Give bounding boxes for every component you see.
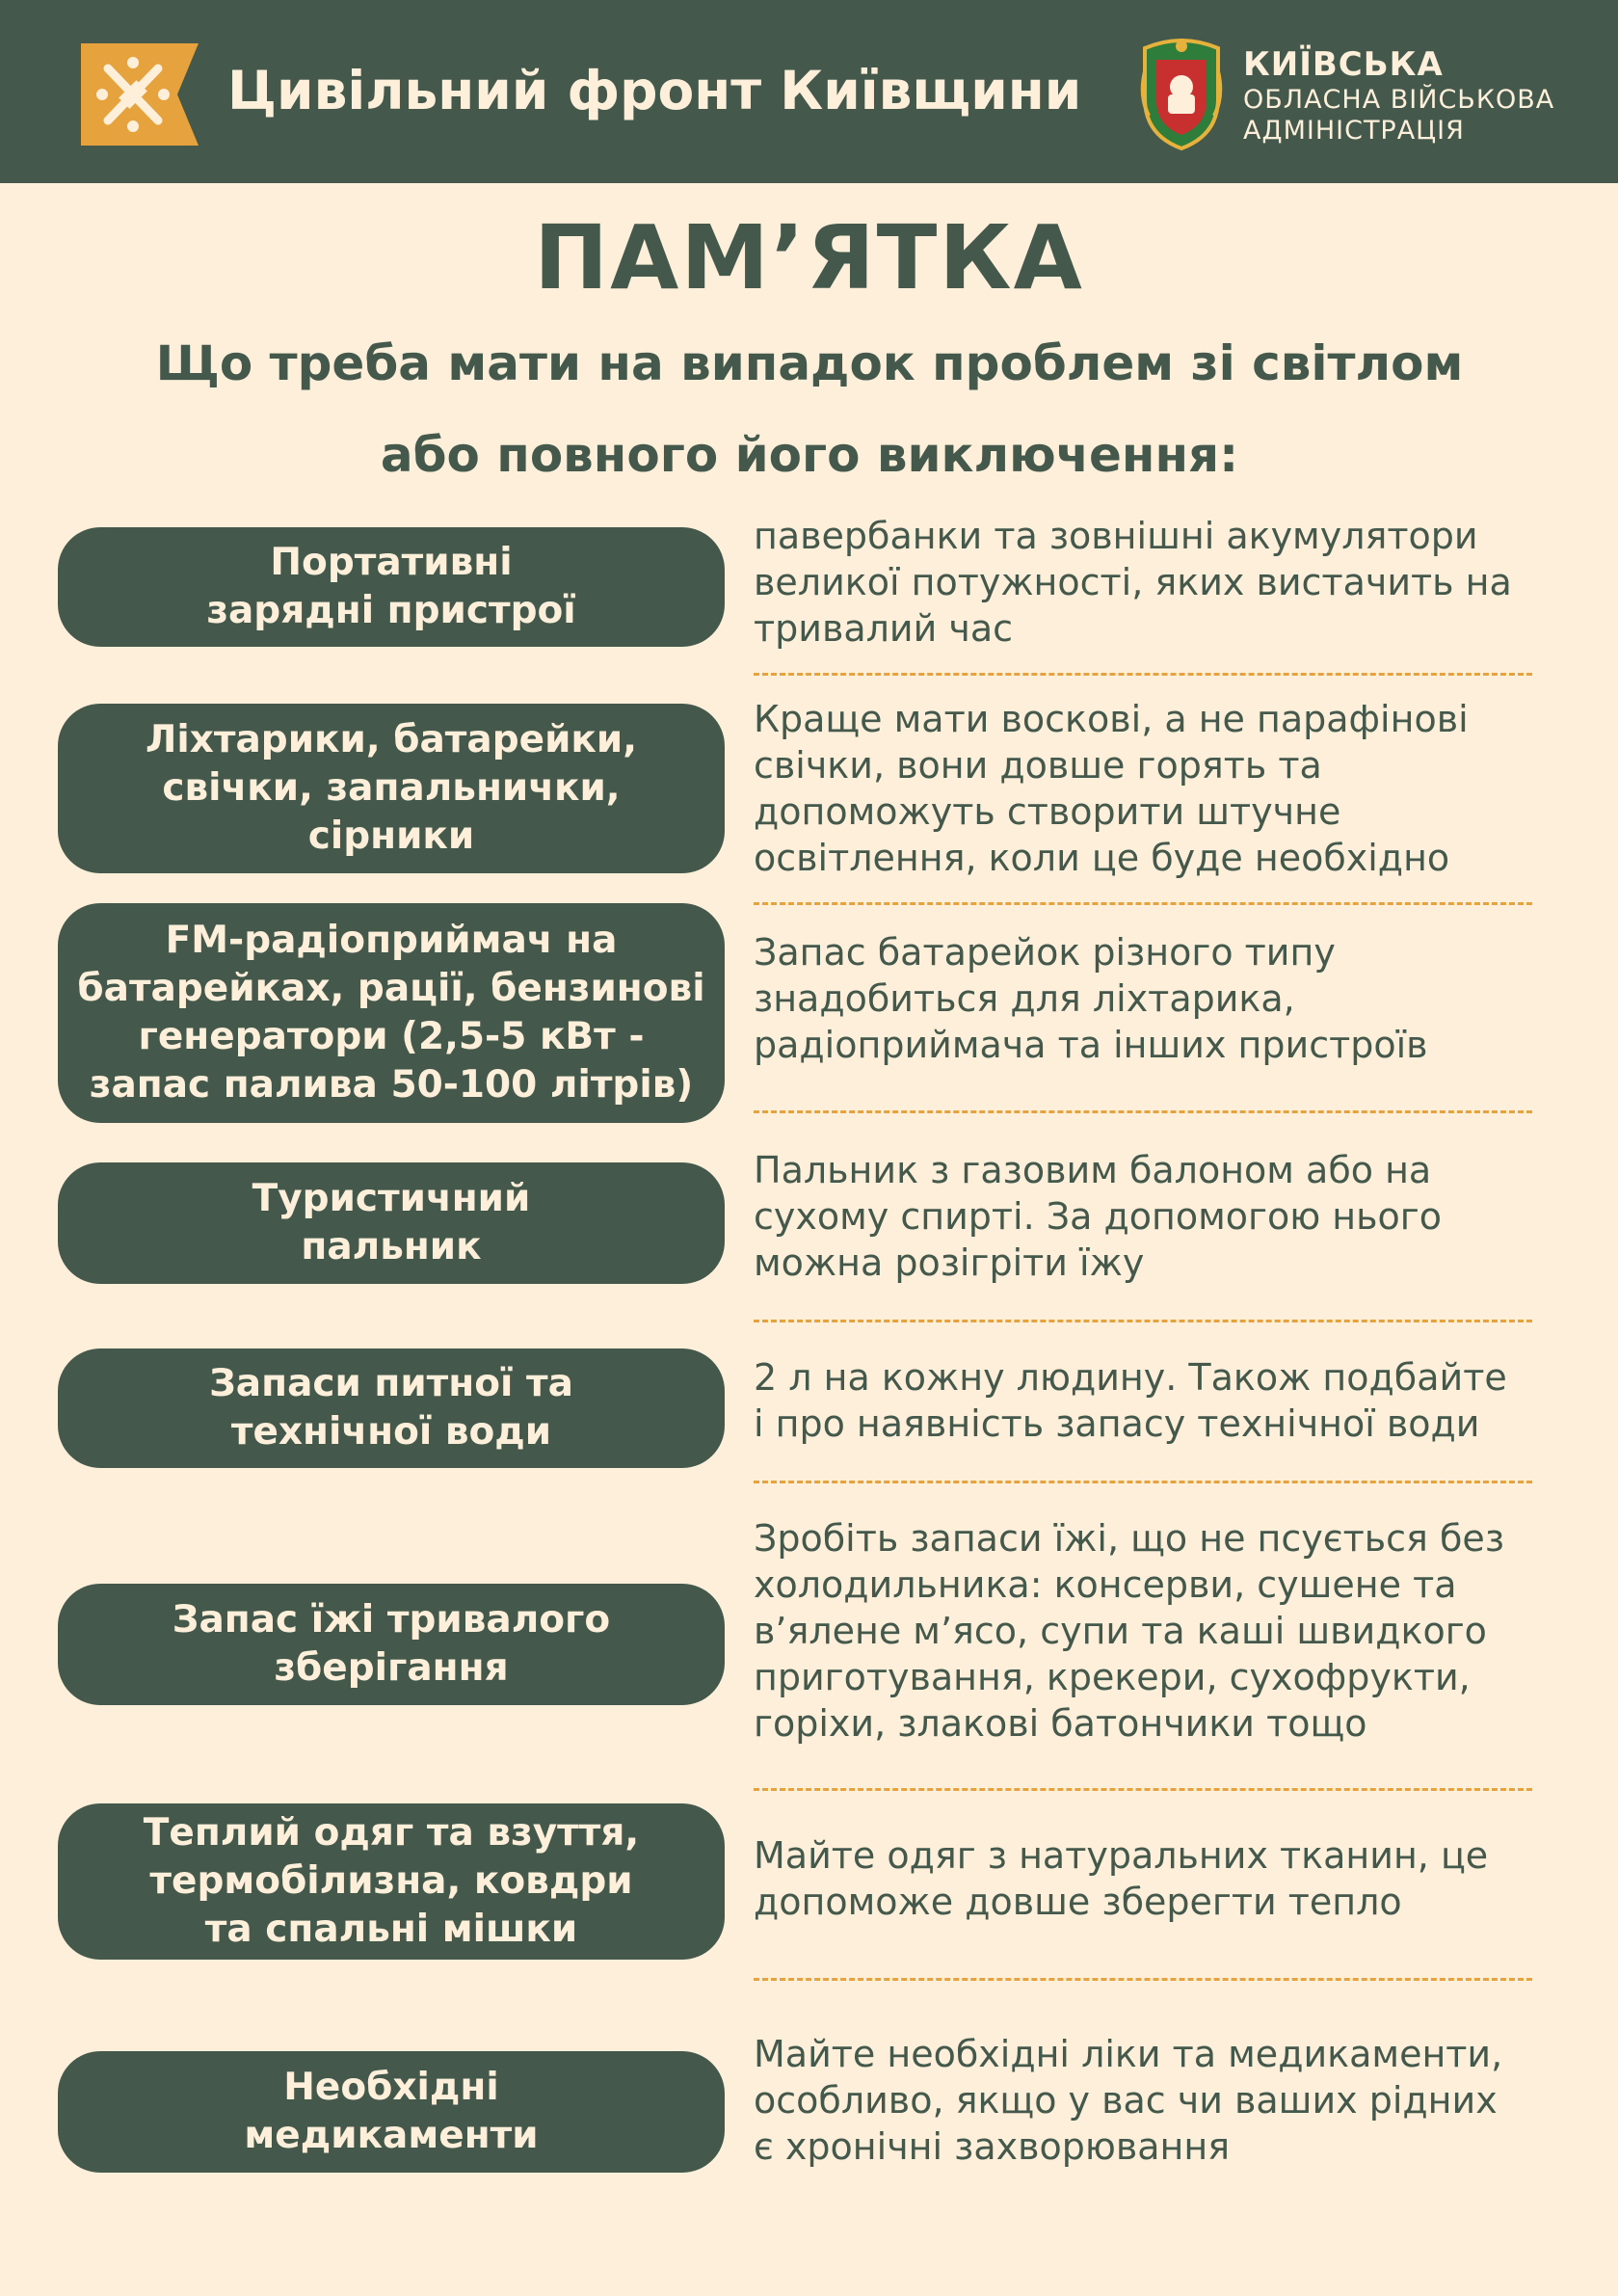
page-title: ПАМ’ЯТКА: [534, 206, 1084, 309]
item-description: Майте одяг з натуральних тканин, це допоможе довше зберегти тепло: [754, 1834, 1489, 1923]
dashed-divider: [754, 1110, 1532, 1113]
civil-front-logo-icon: [81, 43, 199, 146]
item-label: Запаси питної та технічної води: [58, 1348, 725, 1468]
item-description: Пальник з газовим балоном або на сухому спирті. За допомогою нього можна розігріти їжу: [754, 1149, 1443, 1284]
dashed-divider: [754, 902, 1532, 905]
item-label: Необхідні медикаменти: [58, 2051, 725, 2173]
dashed-divider: [754, 1978, 1532, 1981]
item-description: Майте необхідні ліки та медикаменти, особливо, якщо у вас чи ваших рідних є хронічні захворювання: [754, 2033, 1503, 2168]
item-label: FM-радіоприймач на батарейках, рації, бензинові генератори (2,5-5 кВт - запас палива 50-100 літрів): [58, 903, 725, 1123]
dashed-divider: [754, 673, 1532, 676]
admin-line-3: АДМІНІСТРАЦІЯ: [1243, 116, 1465, 146]
page-subtitle: Що треба мати на випадок проблем зі світлом або повного його виключення:: [155, 335, 1464, 483]
dashed-divider: [754, 1788, 1532, 1791]
item-label: Туристичний пальник: [58, 1162, 725, 1284]
admin-line-1: КИЇВСЬКА: [1243, 45, 1444, 84]
item-label: Ліхтарики, батарейки, свічки, запальнички, сірники: [58, 704, 725, 873]
organization-title: Цивільний фронт Київщини: [227, 60, 1082, 121]
item-description: Запас батарейок різного типу знадобиться для ліхтарика, радіоприймача та інших пристроїв: [754, 931, 1428, 1066]
dashed-divider: [754, 1320, 1532, 1322]
coat-of-arms-icon: [1135, 39, 1228, 154]
item-description: Зробіть запаси їжі, що не псується без холодильника: консерви, сушене та в’ялене м’ясо, супи та каші швидкого приготування, крекери, сухофрукти, горіхи, злакові батончики тощо: [754, 1517, 1505, 1745]
item-label: Теплий одяг та взуття, термобілизна, ковдри та спальні мішки: [58, 1803, 725, 1960]
dashed-divider: [754, 1481, 1532, 1483]
item-description: павербанки та зовнішні акумулятори великої потужності, яких вистачить на тривалий час: [754, 515, 1512, 650]
admin-line-2: ОБЛАСНА ВІЙСЬКОВА: [1243, 85, 1555, 115]
item-description: Краще мати воскові, а не парафінові свічки, вони довше горять та допоможуть створити штучне освітлення, коли це буде необхідно: [754, 698, 1469, 879]
header-banner: [0, 0, 1618, 183]
item-label: Портативні зарядні пристрої: [58, 527, 725, 647]
item-description: 2 л на кожну людину. Також подбайте і про наявність запасу технічної води: [754, 1356, 1507, 1445]
item-label: Запас їжі тривалого зберігання: [58, 1584, 725, 1705]
administration-name: [1243, 44, 1554, 147]
